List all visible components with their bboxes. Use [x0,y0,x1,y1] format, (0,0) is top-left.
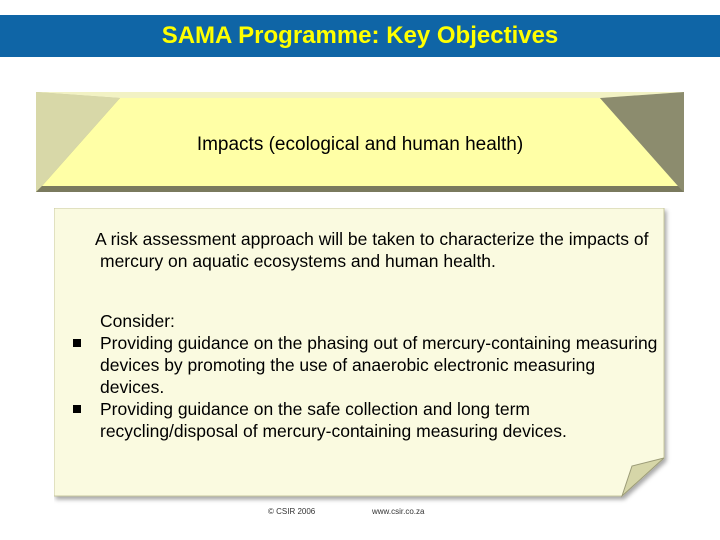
slide-title: SAMA Programme: Key Objectives [161,22,559,49]
bullet-list [100,332,660,442]
list-item [100,398,660,442]
list-item [100,332,660,398]
intro-paragraph: A risk assessment approach will be taken to characterize the impacts of mercury on aquatic ecosystems and human health. [95,229,649,271]
bullet-text: Providing guidance on the phasing out of mercury-containing measuring devices by promoting the use of anaerobic electronic measuring devices. [100,333,658,397]
title-bar [0,15,720,57]
square-bullet-icon [73,405,81,413]
footer-copyright: © CSIR 2006 [268,507,316,516]
square-bullet-icon [73,339,81,347]
footer-url: www.csir.co.za [372,507,425,516]
note-content [95,228,660,442]
bullet-text: Providing guidance on the safe collection and long term recycling/disposal of mercury-containing measuring devices. [100,399,567,441]
consider-label: Consider: [100,311,175,331]
banner-heading: Impacts (ecological and human health) [196,134,524,155]
